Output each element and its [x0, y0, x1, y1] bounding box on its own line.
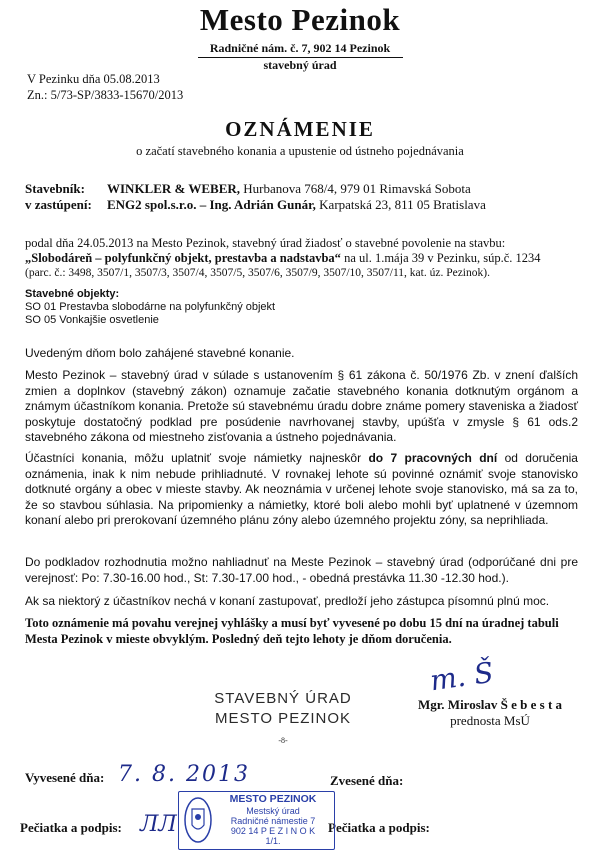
stamp-postcode: 902 14 P E Z I N O K [230, 826, 316, 836]
stamp-city: MESTO PEZINOK [229, 793, 317, 805]
body-paragraph-1: Uvedeným dňom bolo zahájené stavebné konanie. [25, 346, 295, 360]
stamp-number: -8- [278, 736, 288, 745]
application-paragraph [25, 236, 578, 281]
city-address: Radničné nám. č. 7, 902 14 Pezinok [209, 41, 391, 55]
builder-label: Stavebník: [25, 181, 85, 196]
building-objects [25, 288, 425, 327]
stamp-line-1: STAVEBNÝ ÚRAD [214, 690, 352, 707]
object-item: SO 05 Vonkajšie osvetlenie [25, 314, 159, 326]
initials-handwritten: ЛЛ [140, 812, 177, 837]
signature-scribble: m. Š [428, 655, 496, 698]
body-paragraph-2: Mesto Pezinok – stavebný úrad v súlade s ustanovením § 61 zákona č. 50/1976 Zb. v znení ďalších zmien a doplnkov (stavebný zákon) oznamuje začatie stavebného konania dotknutým orgánom a známym účastníkom konania. Pretože sú stavebnému úradu dobre známe pomery staveniska a žiadosť poskytuje dostatočný podklad pre posúdenie navrhovanej stavby, upúšťa v zmysle § 61 ods.2 stavebného zákona od miestneho zisťovania a ústneho pojednávania. [25, 368, 578, 445]
objects-title: Stavebné objekty: [25, 288, 120, 300]
application-line-1: podal dňa 24.05.2013 na Mesto Pezinok, stavebný úrad žiadosť o stavebné povolenie na stavbu: [25, 236, 506, 250]
builder-name: WINKLER & WEBER, [107, 181, 241, 196]
notice-heading: OZNÁMENIE [225, 117, 375, 141]
posted-date-handwritten: 7. 8. 2013 [118, 762, 250, 787]
representative-line [107, 197, 486, 213]
stamp-sign-label-left: Pečiatka a podpis: [20, 820, 122, 835]
application-line-2 [25, 251, 578, 266]
object-item: SO 01 Prestavba slobodárne na polyfunkčný objekt [25, 301, 276, 313]
posted-label: Vyvesené dňa: [25, 770, 105, 785]
stamp-index: 1/1. [265, 836, 281, 846]
body-paragraph-6: Toto oznámenie má povahu verejnej vyhlášky a musí byť vyvesené po dobu 15 dní na úradnej tabuli Mesta Pezinok v mieste obvyklým. Posledný deň tejto lehoty je dňom doručenia. [25, 616, 559, 646]
notice-subheading: o začatí stavebného konania a upustenie od ústneho pojednávania [136, 144, 464, 158]
date-line: V Pezinku dňa 05.08.2013 [27, 72, 160, 86]
office-name: stavebný úrad [263, 58, 337, 72]
stamp-line-2: MESTO PEZINOK [214, 710, 352, 727]
signatory-role: prednosta MsÚ [450, 713, 530, 728]
reference-number: Zn.: 5/73-SP/3833-15670/2013 [27, 88, 184, 102]
coat-of-arms-icon [183, 795, 213, 845]
stamp-street: Radničné námestie 7 [230, 816, 316, 826]
representative-name: ENG2 spol.s.r.o. – Ing. Adrián Gunár, [107, 197, 316, 212]
application-line-3: (parc. č.: 3498, 3507/1, 3507/3, 3507/4, 3507/5, 3507/6, 3507/9, 3507/10, 3507/11, kat. úz. Pezinok). [25, 267, 490, 279]
deadline: do 7 pracovných dní [368, 451, 498, 465]
body-paragraph-4: Do podkladov rozhodnutia možno nahliadnuť na Meste Pezinok – stavebný úrad (odporúčané dni pre verejnosť: Po: 7.30-16.00 hod., St: 7.30-17.00 hod., - obedná prestávka 11.30 -12.30 hod.). [25, 555, 578, 585]
removed-label: Zvesené dňa: [330, 773, 404, 788]
body-paragraph-3 [25, 451, 578, 529]
project-name: „Slobodáreň – polyfunkčný objekt, prestavba a nadstavba“ [25, 251, 341, 265]
builder-address: Hurbanova 768/4, 979 01 Rimavská Sobota [240, 181, 471, 196]
body-paragraph-5: Ak sa niektorý z účastníkov nechá v konaní zastupovať, predloží jeho zástupca písomnú plnú moc. [25, 594, 550, 608]
builder-line [107, 181, 471, 197]
stamp-office: Mestský úrad [246, 806, 300, 816]
stamp-sign-label-right: Pečiatka a podpis: [328, 820, 430, 835]
city-title: Mesto Pezinok [199, 2, 401, 37]
representative-address: Karpatská 23, 811 05 Bratislava [315, 197, 486, 212]
p3-end: od doručenia oznámenia, inak k nim nebude prihliadnuté. V rovnakej lehote sú povinné oznámiť svoje stanovisko dotknuté orgány a obec v mieste stavby. Ak neoznámia v určenej lehote svoje stanovisko, má sa za to, že so stavbou súhlasia. Na pripomienky a námietky, ktoré boli alebo mohli byť uplatnené v územnom konaní alebo pri prerokovaní územného plánu zóny alebo územného projektu zóny, sa neprihliada. [25, 451, 578, 528]
signatory-name: Mgr. Miroslav Š e b e s t a [417, 697, 563, 712]
municipal-stamp [178, 791, 335, 850]
p3-start: Účastníci konania, môžu uplatniť svoje námietky najneskôr [25, 451, 369, 465]
project-location: na ul. 1.mája 39 v Pezinku, súp.č. 1234 [340, 251, 541, 265]
representative-label: v zastúpení: [25, 197, 92, 212]
